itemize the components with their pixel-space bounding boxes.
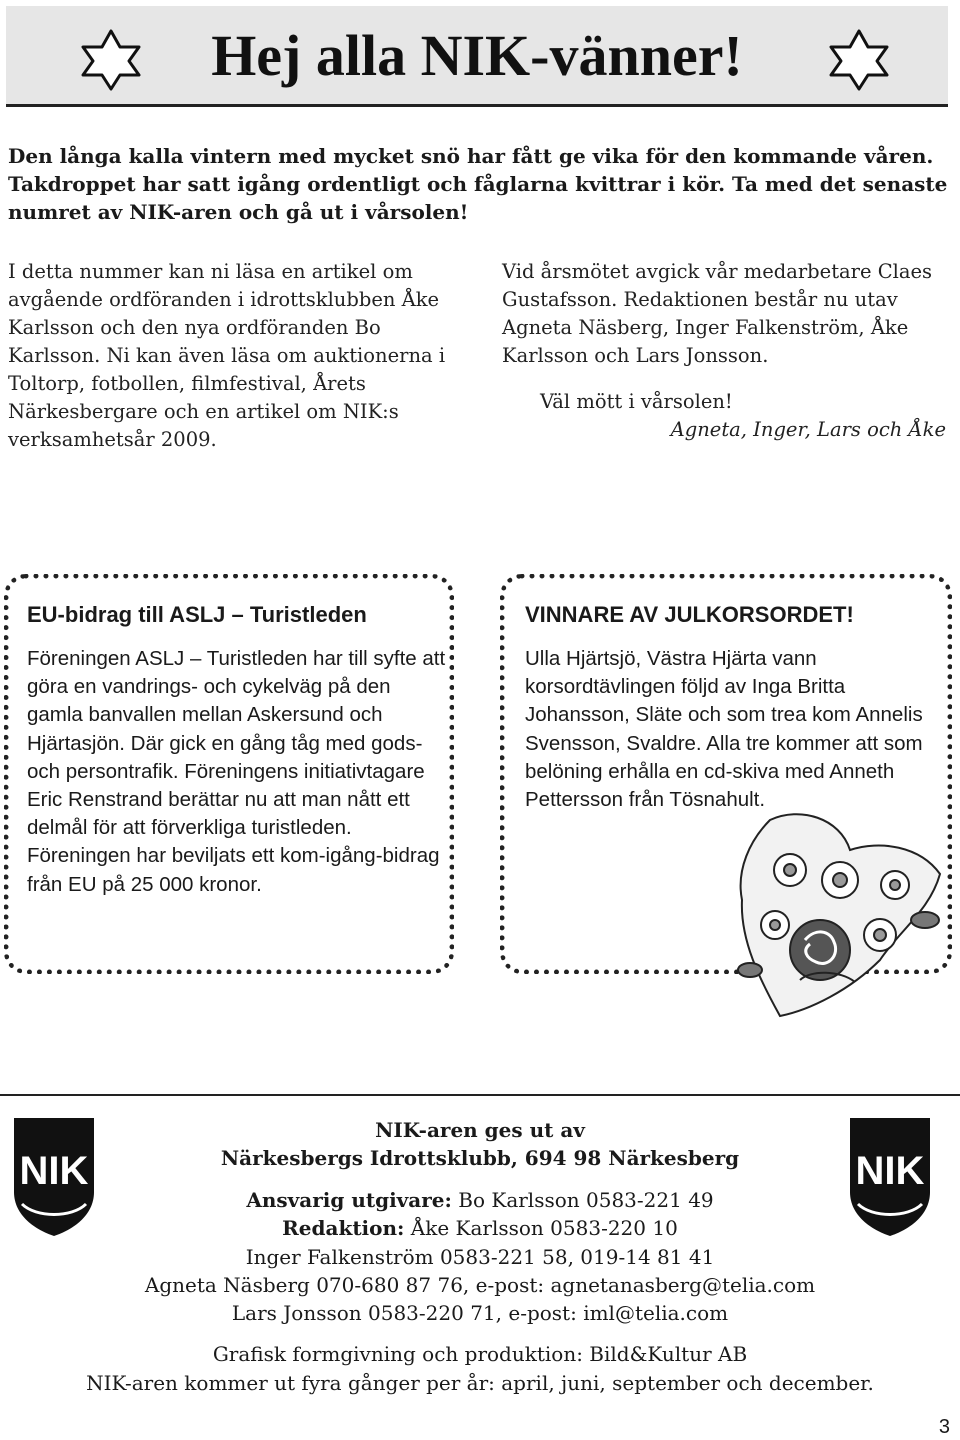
- eu-grant-text: Föreningen ASLJ – Turistleden har till syfte att göra en vandrings- och cykelväg på den gamla banvallen mellan Askersund och Hjärtasjön. Där gick en gång tåg med gods- och persontrafik. Föreningens initiativtagare Eric Renstrand berättar nu att man nått ett delmål för att förverkliga turistleden. Föreningen har beviljats ett kom-igång-bidrag från EU på 25 000 kronor.: [27, 647, 446, 896]
- star-icon: [824, 28, 894, 92]
- editor-line: Lars Jonsson 0583-220 71, e-post: iml@telia.com: [231, 1301, 729, 1326]
- publication-frequency: NIK-aren kommer ut fyra gånger per år: april, juni, september och december.: [86, 1370, 874, 1395]
- crossword-winners-heading: VINNARE AV JULKORSORDET!: [525, 602, 854, 627]
- greeting: Väl mött i vårsolen!: [540, 390, 733, 413]
- publisher-value: Bo Karlsson 0583-221 49: [451, 1188, 714, 1212]
- editors-label: Redaktion:: [282, 1216, 405, 1241]
- imprint-contacts: [0, 1186, 960, 1327]
- page-title: Hej alla NIK-vänner!: [211, 23, 743, 88]
- page-number: 3: [938, 1416, 950, 1438]
- right-column-text: Vid årsmötet avgick vår medarbetare Claes Gustafsson. Redaktionen består nu utav Agneta Näsberg, Inger Falkenström, Åke Karlsson och Lars Jonsson.: [502, 260, 933, 367]
- left-column-text: I detta nummer kan ni läsa en artikel om avgående ordföranden i idrottsklubben Åke Karlsson och den nya ordföranden Bo Karlsson. Ni kan även läsa om auktionerna i Toltorp, fotbollen, filmfestival, Årets Närkesbergare och en artikel om NIK:s verksamhetsår 2009.: [8, 260, 446, 451]
- header-banner: [6, 6, 948, 107]
- logo-text: NIK: [855, 1149, 925, 1193]
- editors-line: [0, 1214, 960, 1242]
- editor-line: Inger Falkenström 0583-221 58, 019-14 81 41: [245, 1244, 715, 1269]
- design-credit: Grafisk formgivning och produktion: Bild&Kultur AB: [212, 1342, 748, 1366]
- divider: [0, 1094, 960, 1096]
- logo-text: NIK: [19, 1149, 89, 1193]
- flower-bouquet-illustration: [730, 810, 950, 1020]
- left-column: [8, 258, 468, 454]
- eu-grant-heading: EU-bidrag till ASLJ – Turistleden: [27, 602, 367, 627]
- editor-line: Agneta Näsberg 070-680 87 76, e-post: agnetanasberg@telia.com: [144, 1272, 816, 1297]
- publisher-line: [0, 1186, 960, 1214]
- imprint-footer: [0, 1340, 960, 1397]
- editors-value: Åke Karlsson 0583-220 10: [404, 1216, 678, 1241]
- imprint-line2: Närkesbergs Idrottsklubb, 694 98 Närkesberg: [220, 1146, 740, 1170]
- crossword-winners-text: Ulla Hjärtsjö, Västra Hjärta vann korsordtävlingen följd av Inga Britta Johansson, Släte och som trea kom Annelis Svensson, Svaldre. Alla tre kommer att som belöning erhålla en cd-skiva med Anneth Pettersson från Tösnahult.: [525, 647, 923, 812]
- right-column: [502, 258, 952, 444]
- imprint-line1: NIK-aren ges ut av: [375, 1118, 585, 1142]
- publisher-label: Ansvarig utgivare:: [246, 1188, 452, 1212]
- imprint-header: [0, 1116, 960, 1172]
- eu-grant-box: [4, 574, 454, 974]
- signature: Agneta, Inger, Lars och Åke: [670, 418, 946, 441]
- intro-paragraph: Den långa kalla vintern med mycket snö har fått ge vika för den kommande våren. Takdroppet har satt igång ordentligt och fåglarna kvittrar i kör. Ta med det senaste numret av NIK-aren och gå ut i vårsolen!: [8, 144, 948, 224]
